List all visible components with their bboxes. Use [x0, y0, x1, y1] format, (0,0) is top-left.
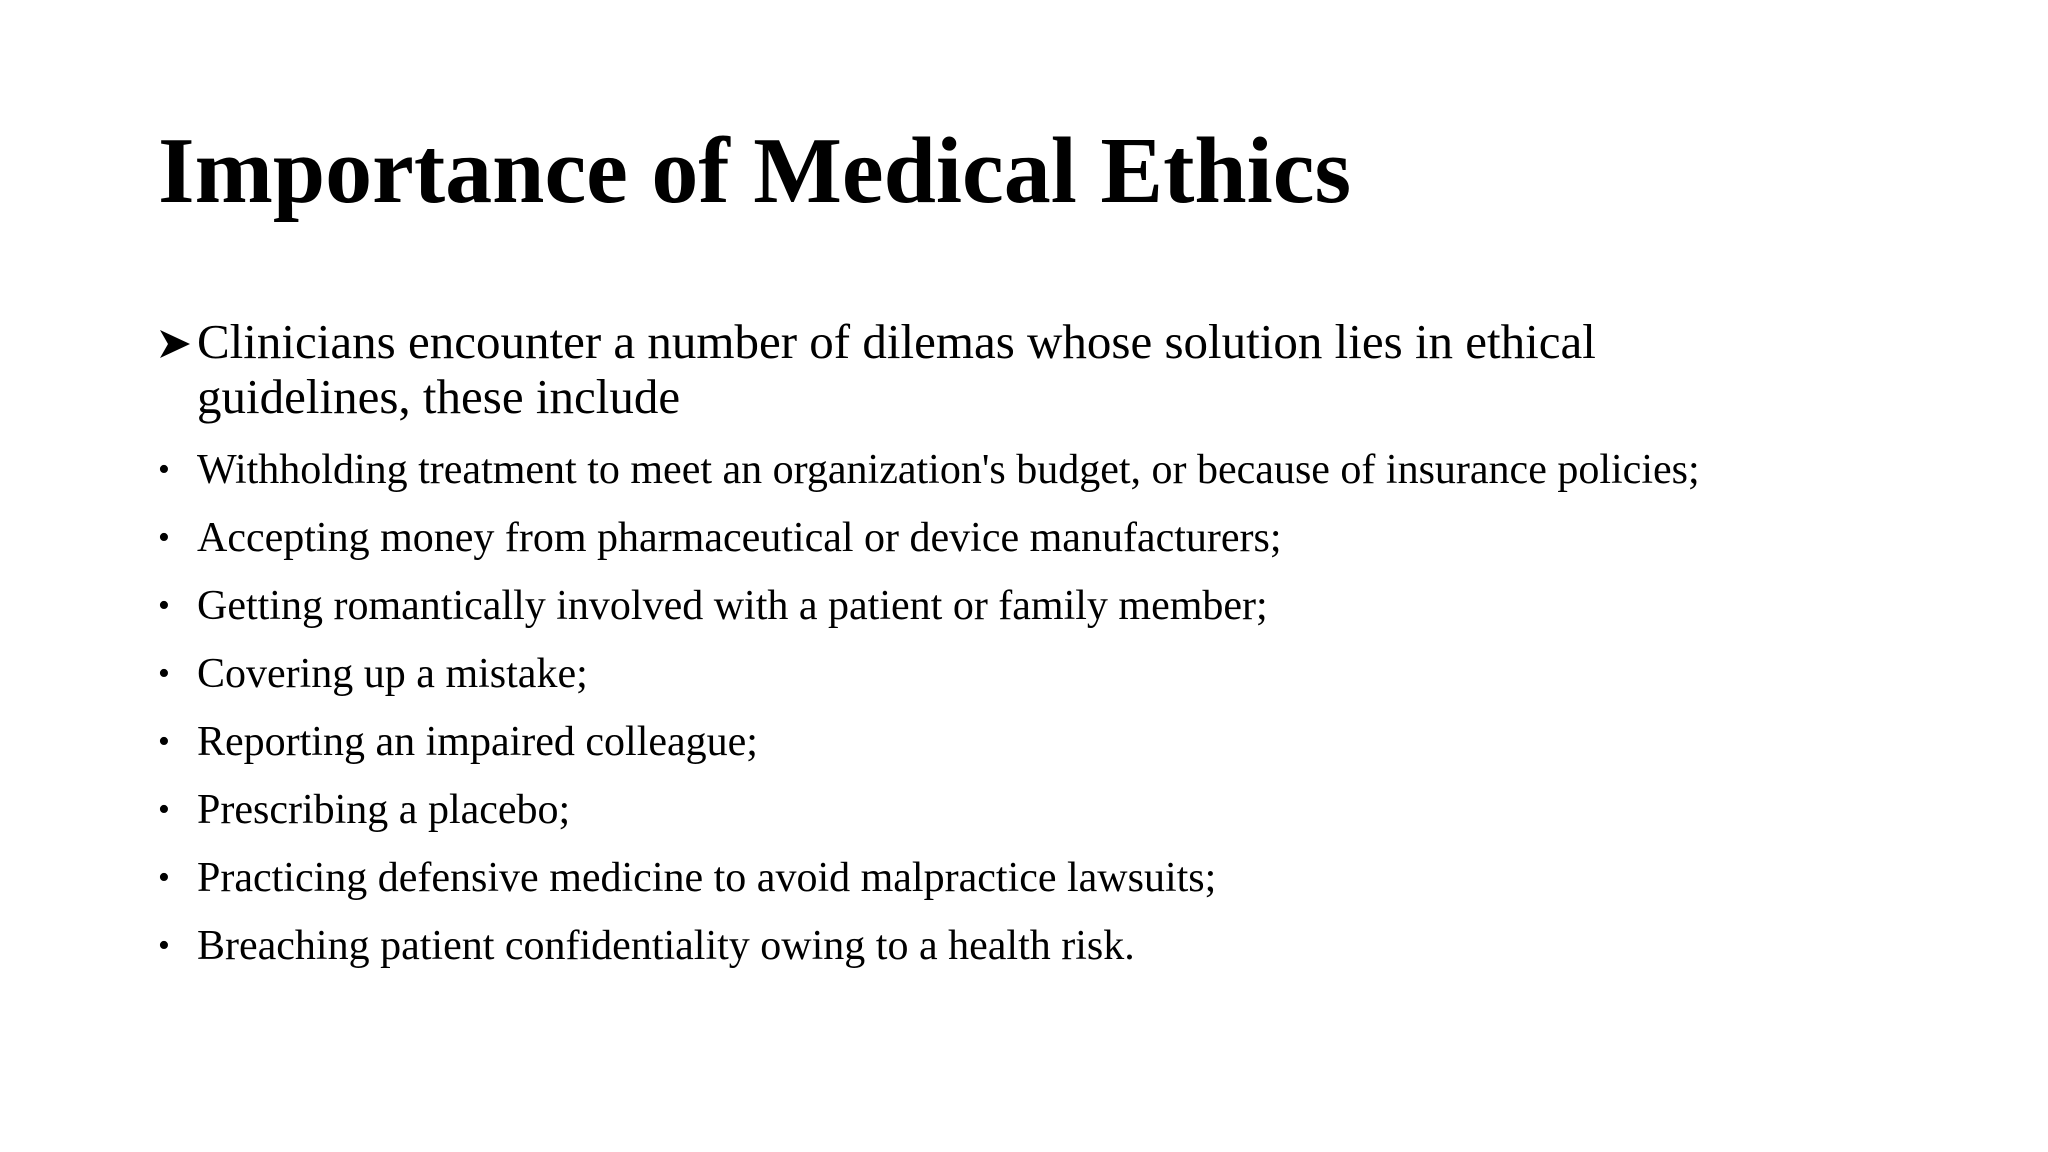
- lead-text: Clinicians encounter a number of dilemas whose solution lies in ethical guidelines, these include: [197, 314, 1596, 424]
- list-item-text: Getting romantically involved with a patient or family member;: [197, 583, 1268, 629]
- list-item: [158, 716, 1918, 784]
- bullet-icon: •: [158, 587, 170, 624]
- bullet-icon: •: [158, 519, 170, 556]
- slide-title: Importance of Medical Ethics: [158, 119, 1352, 223]
- dilemma-list: [158, 444, 1918, 988]
- list-item-text: Covering up a mistake;: [197, 651, 588, 697]
- list-item-text: Prescribing a placebo;: [197, 787, 571, 833]
- list-item: [158, 444, 1918, 512]
- list-item: [158, 512, 1918, 580]
- bullet-icon: •: [158, 927, 170, 964]
- list-item-text: Reporting an impaired colleague;: [197, 719, 758, 765]
- bullet-icon: •: [158, 791, 170, 828]
- list-item-text: Practicing defensive medicine to avoid malpractice lawsuits;: [197, 855, 1217, 901]
- bullet-icon: •: [158, 451, 170, 488]
- bullet-icon: •: [158, 723, 170, 760]
- list-item-text: Breaching patient confidentiality owing to a health risk.: [197, 923, 1135, 969]
- list-item-text: Withholding treatment to meet an organization's budget, or because of insurance policies;: [197, 447, 1700, 493]
- list-item: [158, 580, 1918, 648]
- arrowhead-bullet-icon: [158, 314, 196, 360]
- list-item: [158, 920, 1918, 988]
- list-item: [158, 784, 1918, 852]
- list-item-text: Accepting money from pharmaceutical or device manufacturers;: [197, 515, 1282, 561]
- list-item: [158, 852, 1918, 920]
- bullet-icon: •: [158, 655, 170, 692]
- list-item: [158, 648, 1918, 716]
- bullet-icon: •: [158, 859, 170, 896]
- lead-paragraph: [158, 314, 1718, 424]
